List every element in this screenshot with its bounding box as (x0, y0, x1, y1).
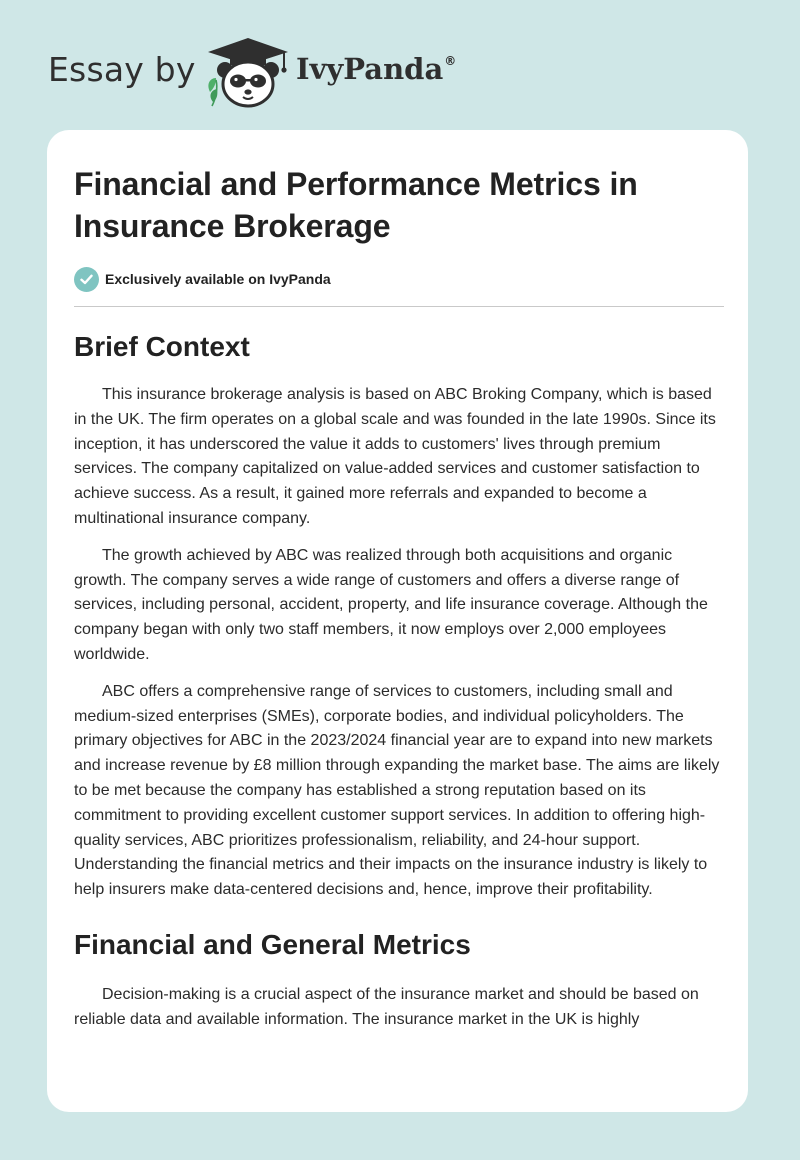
brand-prefix: Essay by (48, 50, 196, 89)
exclusive-badge (74, 264, 724, 294)
paragraph: Decision-making is a crucial aspect of the insurance market and should be based on reliable data and available information. The insurance market in the UK is highly (74, 985, 699, 1028)
panda-logo-icon[interactable] (200, 34, 296, 110)
brand-name[interactable]: IvyPanda® (296, 52, 457, 86)
page-title: Financial and Performance Metrics in Insurance Brokerage (74, 166, 638, 244)
section-heading-brief-context: Brief Context (74, 331, 250, 362)
title-divider (74, 306, 724, 307)
site-header (0, 0, 800, 130)
section-heading-financial-metrics: Financial and General Metrics (74, 928, 471, 960)
paragraph: The growth achieved by ABC was realized through both acquisitions and organic growth. The company serves a wide range of customers and offers a diverse range of services, including personal, accident, property, and life insurance coverage. Although the company began with only two staff members, it now employs over 2,000 employees worldwide. (74, 546, 708, 663)
paragraph: ABC offers a comprehensive range of services to customers, including small and medium-sized enterprises (SMEs), corporate bodies, and individual policyholders. The primary objectives for ABC in the 2023/2024 financial year are to expand into new markets and increase revenue by £8 million through expanding the market base. The aims are likely to be met because the company has established a strong reputation based on its commitment to providing excellent customer support services. In addition to offering high-quality services, ABC prioritizes professionalism, reliability, and 24-hour support. Understanding the financial metrics and their impacts on the insurance industry is likely to help insurers make data-centered decisions and, hence, improve their profitability. (74, 682, 720, 899)
registered-mark: ® (444, 54, 457, 68)
essay-content (74, 130, 724, 1033)
check-circle-icon (74, 267, 99, 292)
paragraph: This insurance brokerage analysis is based on ABC Broking Company, which is based in the UK. The firm operates on a global scale and was founded in the late 1990s. Since its inception, it has underscored the value it adds to customers' lives through premium services. The company capitalized on value-added services and customer satisfaction to achieve success. As a result, it gained more referrals and expanded to become a multinational insurance company. (74, 386, 716, 527)
exclusive-label: Exclusively available on IvyPanda (105, 271, 331, 287)
essay-card (47, 130, 748, 1112)
